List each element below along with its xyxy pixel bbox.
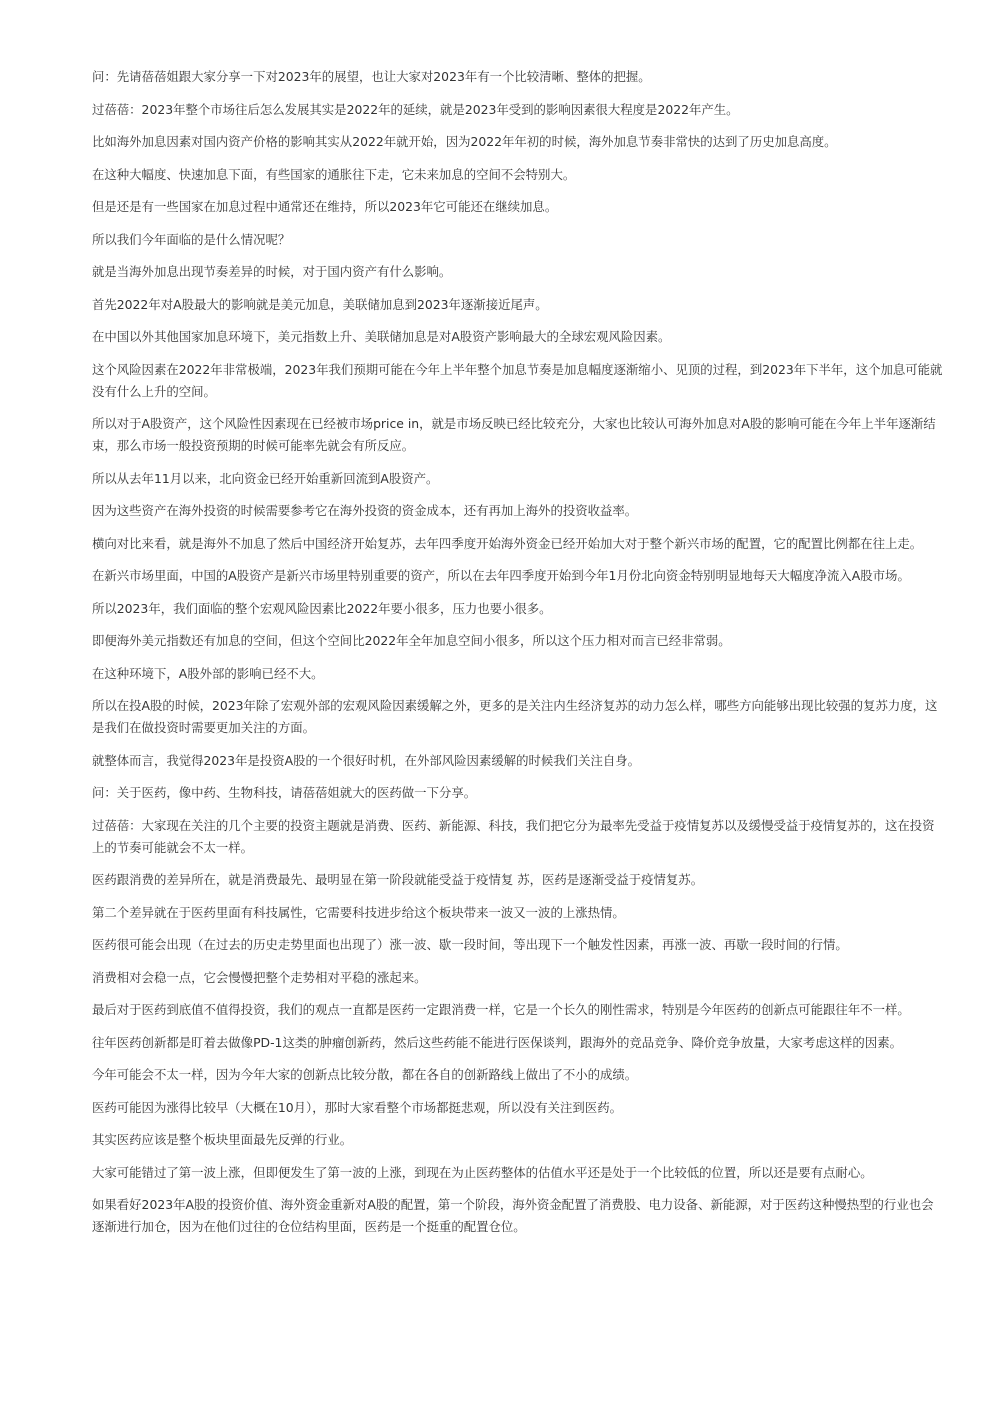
paragraph: 所以从去年11月以来，北向资金已经开始重新回流到A股资产。 bbox=[92, 470, 439, 486]
paragraph: 就是当海外加息出现节奏差异的时候，对于国内资产有什么影响。 bbox=[92, 264, 452, 279]
paragraph: 即便海外美元指数还有加息的空间，但这个空间比2022年全年加息空间小很多，所以这个压力相对而言已经非常弱。 bbox=[92, 633, 731, 648]
paragraph: 这个风险因素在2022年非常极端，2023年我们预期可能在今年上半年整个加息节奏是加息幅度逐渐缩小、见顶的过程，到2023年下半年，这个加息可能就没有什么上升的空间。 bbox=[92, 361, 943, 399]
paragraph: 所以我们今年面临的是什么情况呢？ bbox=[92, 231, 291, 247]
document-body bbox=[92, 66, 944, 1249]
paragraph: 问：关于医药，像中药、生物科技，请蓓蓓姐就大的医药做一下分享。 bbox=[92, 785, 477, 800]
paragraph: 所以2023年，我们面临的整个宏观风险因素比2022年要小很多，压力也要小很多。 bbox=[92, 600, 552, 616]
paragraph: 所以在投A股的时候，2023年除了宏观外部的宏观风险因素缓解之外，更多的是关注内生经济复苏的动力怎么样，哪些方向能够出现比较强的复苏力度，这是我们在做投资时需要更加关注的方面。 bbox=[92, 698, 938, 735]
paragraph: 消费相对会稳一点，它会慢慢把整个走势相对平稳的涨起来。 bbox=[92, 969, 427, 985]
paragraph: 第二个差异就在于医药里面有科技属性，它需要科技进步给这个板块带来一波又一波的上涨热情。 bbox=[92, 904, 625, 920]
paragraph: 医药很可能会出现（在过去的历史走势里面也出现了）涨一波、歇一段时间，等出现下一个触发性因素，再涨一波、再歇一段时间的行情。 bbox=[92, 937, 848, 952]
paragraph: 在新兴市场里面，中国的A股资产是新兴市场里特别重要的资产，所以在去年四季度开始到今年1月份北向资金特别明显地每天大幅度净流入A股市场。 bbox=[92, 568, 910, 583]
paragraph: 最后对于医药到底值不值得投资，我们的观点一直都是医药一定跟消费一样，它是一个长久的刚性需求，特别是今年医药的创新点可能跟往年不一样。 bbox=[92, 1002, 910, 1017]
paragraph: 如果看好2023年A股的投资价值、海外资金重新对A股的配置，第一个阶段，海外资金配置了消费股、电力设备、新能源，对于医药这种慢热型的行业也会逐渐进行加仓，因为在他们过往的仓位结构里面，医药是一个挺重的配置仓位。 bbox=[92, 1197, 934, 1234]
paragraph: 往年医药创新都是盯着去做像PD-1这类的肿瘤创新药，然后这些药能不能进行医保谈判，跟海外的竞品竞争、降价竞争放量，大家考虑这样的因素。 bbox=[92, 1034, 902, 1050]
paragraph: 大家可能错过了第一波上涨，但即便发生了第一波的上涨，到现在为止医药整体的估值水平还是处于一个比较低的位置，所以还是要有点耐心。 bbox=[92, 1164, 873, 1180]
paragraph: 过蓓蓓：2023年整个市场往后怎么发展其实是2022年的延续，就是2023年受到的影响因素很大程度是2022年产生。 bbox=[92, 101, 739, 117]
paragraph: 过蓓蓓：大家现在关注的几个主要的投资主题就是消费、医药、新能源、科技，我们把它分为最率先受益于疫情复苏以及缓慢受益于疫情复苏的，这在投资上的节奏可能就会不太一样。 bbox=[92, 817, 935, 855]
paragraph: 就整体而言，我觉得2023年是投资A股的一个很好时机，在外部风险因素缓解的时候我们关注自身。 bbox=[92, 752, 641, 768]
paragraph: 横向对比来看，就是海外不加息了然后中国经济开始复苏，去年四季度开始海外资金已经开始加大对于整个新兴市场的配置，它的配置比例都在往上走。 bbox=[92, 535, 923, 551]
paragraph: 在中国以外其他国家加息环境下，美元指数上升、美联储加息是对A股资产影响最大的全球宏观风险因素。 bbox=[92, 329, 671, 344]
paragraph: 在这种环境下，A股外部的影响已经不大。 bbox=[92, 665, 324, 681]
paragraph: 因为这些资产在海外投资的时候需要参考它在海外投资的资金成本，还有再加上海外的投资收益率。 bbox=[92, 503, 638, 518]
paragraph: 所以对于A股资产，这个风险性因素现在已经被市场price in，就是市场反映已经比较充分，大家也比较认可海外加息对A股的影响可能在今年上半年逐渐结束，那么市场一般投资预期的时候可能率先就会有所反应。 bbox=[92, 416, 936, 453]
paragraph: 医药可能因为涨得比较早（大概在10月），那时大家看整个市场都挺悲观，所以没有关注到医药。 bbox=[92, 1099, 622, 1115]
paragraph: 医药跟消费的差异所在，就是消费最先、最明显在第一阶段就能受益于疫情复 苏，医药是逐渐受益于疫情复苏。 bbox=[92, 872, 704, 887]
paragraph: 但是还是有一些国家在加息过程中通常还在维持，所以2023年它可能还在继续加息。 bbox=[92, 199, 558, 214]
paragraph: 比如海外加息因素对国内资产价格的影响其实从2022年就开始，因为2022年年初的时候，海外加息节奏非常快的达到了历史加息高度。 bbox=[92, 134, 837, 149]
paragraph: 首先2022年对A股最大的影响就是美元加息，美联储加息到2023年逐渐接近尾声。 bbox=[92, 296, 548, 312]
paragraph: 在这种大幅度、快速加息下面，有些国家的通胀往下走，它未来加息的空间不会特别大。 bbox=[92, 166, 576, 182]
paragraph: 问：先请蓓蓓姐跟大家分享一下对2023年的展望，也让大家对2023年有一个比较清晰、整体的把握。 bbox=[92, 69, 651, 84]
paragraph: 其实医药应该是整个板块里面最先反弹的行业。 bbox=[92, 1132, 353, 1147]
paragraph: 今年可能会不太一样，因为今年大家的创新点比较分散，都在各自的创新路线上做出了不小的成绩。 bbox=[92, 1067, 638, 1082]
